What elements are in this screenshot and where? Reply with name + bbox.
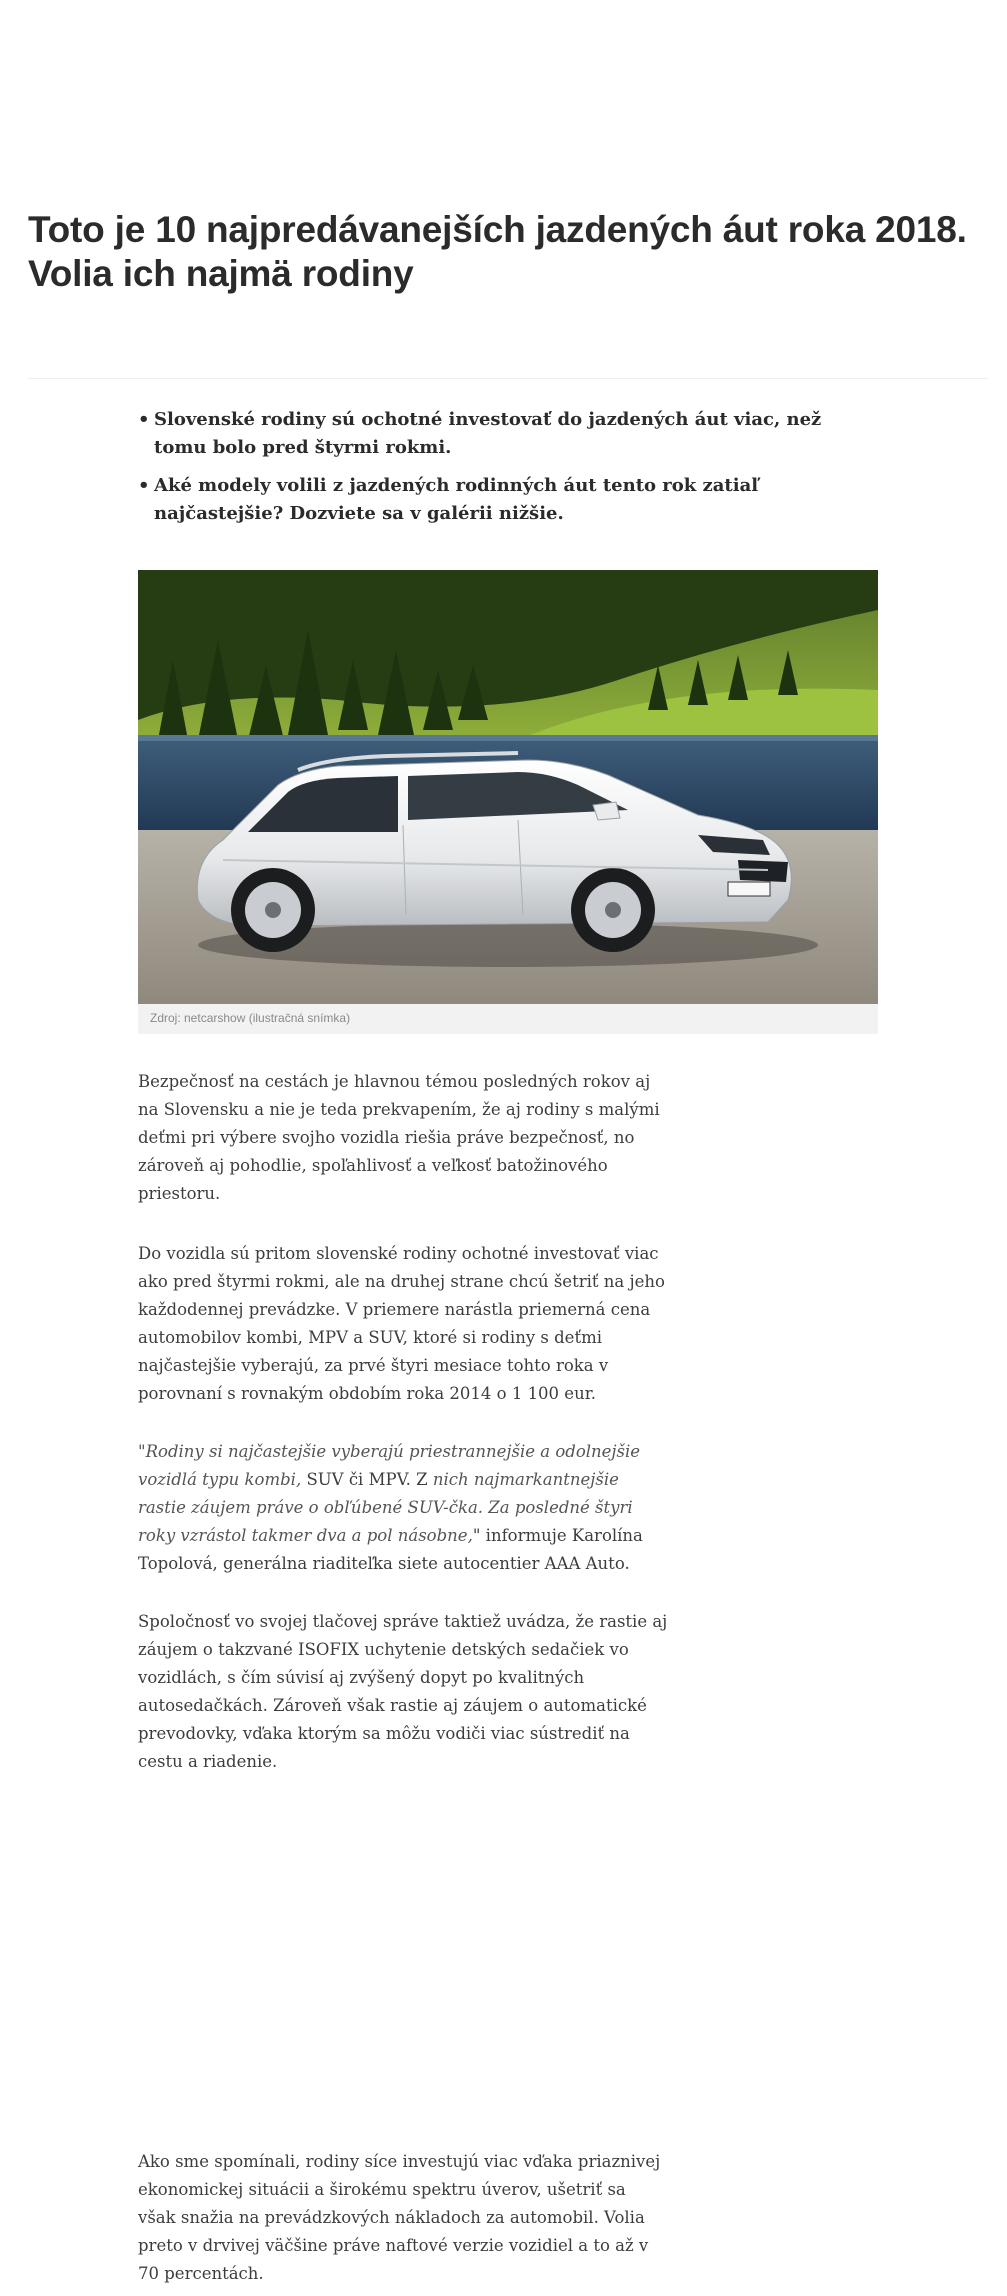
article-paragraph: Spoločnosť vo svojej tlačovej správe taktiež uvádza, že rastie aj záujem o takzvané ISOFIX uchytenie detských sedačiek vo vozidlách, s čím súvisí aj zvýšený dopyt po kvalitných autosedačkách. Zároveň však rastie aj záujem o automatické prevodovky, vďaka ktorým sa môžu vodiči viac sústrediť na cestu a riadenie. (138, 1612, 668, 1771)
article-perex (138, 406, 878, 538)
article-figure (138, 570, 878, 1034)
quote-plain-text: SUV či MPV. Z (301, 1470, 433, 1489)
article-paragraph: Do vozidla sú pritom slovenské rodiny ochotné investovať viac ako pred štyrmi rokmi, ale na druhej strane chcú šetriť na jeho každodennej prevádzke. V priemere narástla priemerná cena automobilov kombi, MPV a SUV, ktoré si rodiny s deťmi najčastejšie vyberajú, za prvé štyri mesiace tohto roka v porovnaní s rovnakým obdobím roka 2014 o 1 100 eur. (138, 1244, 665, 1403)
perex-item-text: Slovenské rodiny sú ochotné investovať do jazdených áut viac, než tomu bolo pred štyrmi rokmi. (154, 409, 822, 458)
header-divider (28, 378, 988, 379)
car-photo[interactable] (138, 570, 878, 1004)
article-paragraph: Ako sme spomínali, rodiny síce investujú viac vďaka priaznivej ekonomickej situácii a širokému spektru úverov, ušetriť sa však snažia na prevádzkových nákladoch za automobil. Volia preto v drvivej väčšine práve naftové verzie vozidiel a to až v 70 percentách. (138, 2152, 661, 2283)
car-photo-icon (138, 570, 878, 1004)
perex-item: • Slovenské rodiny sú ochotné investovať do jazdených áut viac, než tomu bolo pred štyrmi rokmi. (138, 409, 822, 458)
article-title: Toto je 10 najpredávanejších jazdených áut roka 2018. Volia ich najmä rodiny (28, 209, 967, 294)
article-quote (138, 1438, 668, 1578)
image-caption: Zdroj: netcarshow (ilustračná snímka) (150, 1011, 351, 1025)
article-paragraph: Bezpečnosť na cestách je hlavnou témou posledných rokov aj na Slovensku a nie je teda prekvapením, že aj rodiny s malými deťmi pri výbere svojho vozidla riešia práve bezpečnosť, no zároveň aj pohodlie, spoľahlivosť a veľkosť batožinového priestoru. (138, 1072, 660, 1203)
perex-item-text: Aké modely volili z jazdených rodinných áut tento rok zatiaľ najčastejšie? Dozviete sa v galérii nižšie. (154, 475, 759, 524)
quote-italic-text: "Rodiny si najčastejšie vyberajú priestrannejšie a odolnejšie vozidlá typu kombi, (138, 1442, 641, 1489)
quote-italic-text: nich najmarkantnejšie rastie záujem práve o obľúbené SUV-čka. Za posledné štyri roky vzrástol takmer dva a pol násobne, (138, 1470, 633, 1545)
article-header (28, 208, 978, 296)
quote-attribution: " informuje Karolína Topolová, generálna riaditeľka siete autocentier AAA Auto. (138, 1526, 643, 1573)
perex-item: • Aké modely volili z jazdených rodinných áut tento rok zatiaľ najčastejšie? Dozviete sa v galérii nižšie. (138, 475, 759, 524)
